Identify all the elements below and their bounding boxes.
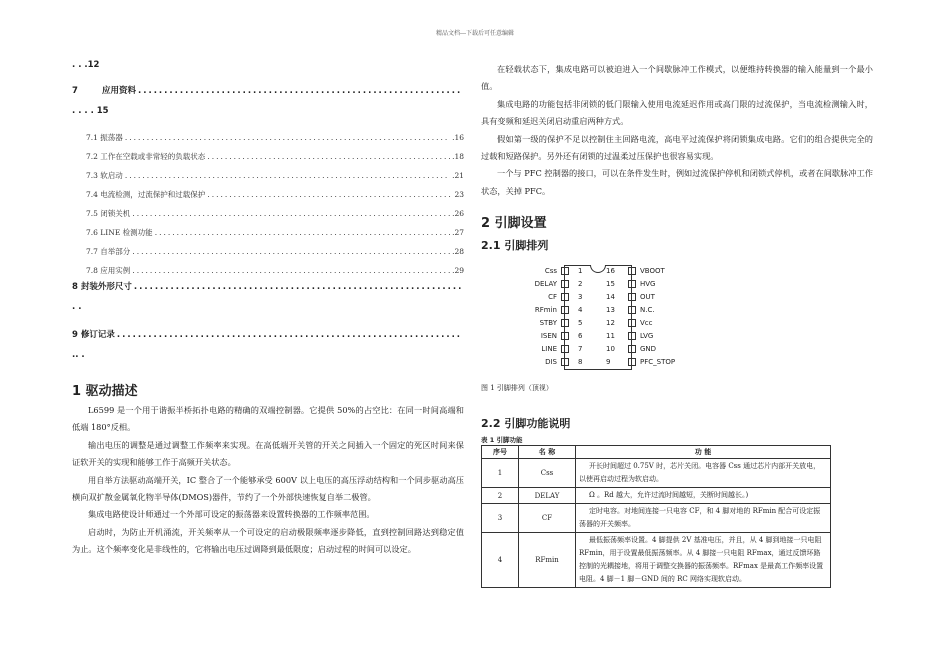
toc-sub-item[interactable] bbox=[72, 227, 464, 246]
toc-sub-page: .18 bbox=[452, 152, 464, 161]
pin-pad bbox=[628, 358, 636, 366]
pin-number: 13 bbox=[606, 306, 615, 315]
pin-name: HVG bbox=[640, 280, 656, 289]
pin-number: 5 bbox=[578, 319, 583, 328]
paragraph: 输出电压的调整是通过调整工作频率来实现。在高低端开关管的开关之间插入一个固定的死区时间来保证软开关的实现和能够工作于高频开关状态。 bbox=[72, 439, 464, 468]
toc-sub-label: 7.3 软启动 bbox=[86, 171, 123, 180]
toc-sub-page: 23 bbox=[454, 190, 464, 199]
pin-left bbox=[505, 304, 583, 316]
table-caption: 表 1 引脚功能 bbox=[481, 436, 523, 445]
pin-no-cell: 4 bbox=[482, 533, 519, 588]
pin-left bbox=[505, 265, 583, 277]
pin-number: 8 bbox=[578, 358, 583, 367]
toc-entry-page: .. . bbox=[72, 350, 85, 360]
page-header: 精品文档---下载后可任意编辑 bbox=[435, 30, 515, 37]
pin-left bbox=[505, 343, 583, 355]
toc-sub-page: .21 bbox=[452, 171, 464, 180]
pin-pad bbox=[561, 319, 569, 327]
paragraph: 集成电路的功能包括非闭锁的低门限输入使用电流延迟作用或高门限的过流保护，当电流检测输入时，具有变频和延迟关闭启动重启两种方式。 bbox=[481, 98, 873, 127]
toc-leader-dots bbox=[117, 330, 462, 340]
section-title: 1 驱动描述 bbox=[72, 384, 138, 399]
pin-function-table bbox=[481, 445, 831, 588]
pin-name: LINE bbox=[541, 345, 557, 354]
toc-sub-item[interactable] bbox=[72, 189, 464, 208]
pin-right bbox=[606, 278, 706, 290]
toc-entry-9[interactable] bbox=[72, 328, 464, 340]
pin-name: PFC_STOP bbox=[640, 358, 676, 367]
pin-name-cell: Css bbox=[519, 459, 576, 488]
pin-desc-cell: 最低振荡频率设置。4 脚提供 2V 基准电压，并且，从 4 脚到地接一只电阻 RFmin，用于设置最低振荡频率。从 4 脚接一只电阻 RFmax，通过反馈环路控制的光耦接地，将用于调整交换器的振荡频率。RFmax 是最高工作频率设置电阻。4 脚－1 脚－GND 间的 RC 网络实现软启动。 bbox=[576, 533, 831, 588]
pin-name: ISEN bbox=[540, 332, 557, 341]
toc-entry-number: 7 bbox=[72, 86, 78, 96]
pin-pad bbox=[628, 345, 636, 353]
toc-leader-dots bbox=[125, 133, 450, 142]
pin-no-cell: 1 bbox=[482, 459, 519, 488]
table-header-row bbox=[482, 446, 831, 459]
toc-entry-number: 8 bbox=[72, 282, 78, 292]
paragraph: 在轻载状态下，集成电路可以被迫进入一个间歇脉冲工作模式，以便维持转换器的输入能量到一个最小值。 bbox=[481, 64, 873, 92]
pin-number: 7 bbox=[578, 345, 583, 354]
pin-pad bbox=[561, 306, 569, 314]
pin-number: 4 bbox=[578, 306, 583, 315]
pin-right bbox=[606, 317, 706, 329]
toc-sub-label: 7.7 自举部分 bbox=[86, 247, 131, 256]
right-column bbox=[481, 61, 873, 588]
toc-sub-label: 7.8 应用实例 bbox=[86, 266, 131, 275]
toc-sub-label: 7.6 LINE 检测功能 bbox=[86, 228, 153, 237]
toc-leader-dots bbox=[207, 152, 450, 161]
toc-entry-page: . . bbox=[72, 302, 82, 312]
toc-entry-page: . . . . 15 bbox=[72, 106, 109, 116]
toc-sub-label: 7.1 振荡器 bbox=[86, 133, 123, 142]
pin-right bbox=[606, 291, 706, 303]
pin-name: LVG bbox=[640, 332, 654, 341]
pin-name: CF bbox=[548, 293, 557, 302]
toc-entry-7[interactable] bbox=[72, 84, 464, 96]
section-title: 2 引脚设置 bbox=[481, 216, 547, 232]
paragraph: 启动时，为防止开机涌流，开关频率从一个可设定的启动极限频率逐步降低，直到控制回路达到稳定值为止。这个频率变化是非线性的，它将输出电压过调降到最低限度；启动过程的时间可以设定。 bbox=[72, 526, 464, 555]
pin-name: DELAY bbox=[534, 280, 557, 289]
pin-desc-cell: 定时电容。对地间连接一只电容 CF，和 4 脚对地的 RFmin 配合可设定振荡器的开关频率。 bbox=[576, 504, 831, 533]
pin-left bbox=[505, 330, 583, 342]
pin-pad bbox=[561, 267, 569, 275]
pin-pad bbox=[561, 280, 569, 288]
toc-sub-page: .28 bbox=[452, 247, 464, 256]
pin-pad bbox=[628, 319, 636, 327]
pin-left bbox=[505, 278, 583, 290]
toc-sub-list bbox=[72, 132, 464, 284]
pin-name: DIS bbox=[545, 358, 557, 367]
toc-leader-dots bbox=[207, 190, 452, 199]
pin-name-cell: CF bbox=[519, 504, 576, 533]
pin-left bbox=[505, 291, 583, 303]
pin-right bbox=[606, 356, 706, 368]
subsection-title: 2.2 引脚功能说明 bbox=[481, 417, 571, 431]
pin-number: 14 bbox=[606, 293, 615, 302]
column-header: 序号 bbox=[482, 446, 519, 459]
pin-pad bbox=[628, 306, 636, 314]
pin-pad bbox=[628, 267, 636, 275]
pin-desc-cell: 开长时间超过 0.75V 时，芯片关闭。电容器 Css 通过芯片内部开关放电，以使再启动过程为软启动。 bbox=[576, 459, 831, 488]
toc-entry-8[interactable] bbox=[72, 280, 464, 292]
toc-sub-item[interactable] bbox=[72, 246, 464, 265]
package-notch bbox=[590, 265, 606, 273]
toc-sub-page: .27 bbox=[452, 228, 464, 237]
subsection-title: 2.1 引脚排列 bbox=[481, 239, 549, 253]
column-header: 功 能 bbox=[576, 446, 831, 459]
toc-entry-label: 应用资料 bbox=[102, 86, 137, 96]
pin-no-cell: 3 bbox=[482, 504, 519, 533]
paragraph: 用自举方法驱动高端开关，IC 整合了一个能够承受 600V 以上电压的高压浮动结构和一个同步驱动高压横向双扩散金属氧化物半导体(DMOS)器件，节约了一个外部快速恢复自举二极管。 bbox=[72, 474, 464, 503]
pin-name: RFmin bbox=[534, 306, 557, 315]
pin-pad bbox=[561, 332, 569, 340]
toc-sub-page: .16 bbox=[452, 133, 464, 142]
pin-name: Css bbox=[544, 267, 557, 276]
toc-sub-page: .29 bbox=[452, 266, 464, 275]
pin-left bbox=[505, 317, 583, 329]
toc-entry-label: 封装外形尺寸 bbox=[80, 282, 132, 292]
pin-desc-cell: Ω 。Rd 越大，允许过流时间越短，关断时间越长。) bbox=[576, 488, 831, 504]
section-body bbox=[72, 402, 464, 559]
pin-number: 15 bbox=[606, 280, 615, 289]
pin-number: 3 bbox=[578, 293, 583, 302]
pin-name-cell: DELAY bbox=[519, 488, 576, 504]
toc-continuation: . . .12 bbox=[72, 60, 100, 70]
toc-sub-item[interactable] bbox=[72, 132, 464, 151]
toc-leader-dots bbox=[155, 228, 450, 237]
paragraph: 集成电路使设计师通过一个外部可设定的振荡器来设置转换器的工作频率范围。 bbox=[88, 509, 375, 520]
toc-entry-number: 9 bbox=[72, 330, 78, 340]
pin-pad bbox=[561, 345, 569, 353]
toc-leader-dots bbox=[134, 282, 462, 292]
toc-leader-dots bbox=[132, 266, 450, 275]
pin-name: STBY bbox=[539, 319, 557, 328]
pin-pad bbox=[561, 293, 569, 301]
pin-pad bbox=[628, 332, 636, 340]
toc-sub-item[interactable] bbox=[72, 170, 464, 189]
toc-sub-label: 7.5 闭锁关机 bbox=[86, 209, 131, 218]
toc-sub-item[interactable] bbox=[72, 208, 464, 227]
pin-name-cell: RFmin bbox=[519, 533, 576, 588]
pin-number: 16 bbox=[606, 267, 615, 276]
pin-number: 1 bbox=[578, 267, 583, 276]
paragraph: 假如第一级的保护不足以控制住主回路电流，高电平过流保护将闭锁集成电路。它们的组合提供完全的过载和短路保护。另外还有闭锁的过温柔过压保护也很容易实现。 bbox=[481, 133, 873, 162]
pin-number: 6 bbox=[578, 332, 583, 341]
table-row bbox=[482, 533, 831, 588]
table-row bbox=[482, 504, 831, 533]
paragraph: L6599 是一个用于谐振半桥拓扑电路的精确的双端控制器。它提供 50%的占空比：在同一时间高端和低端 180°反相。 bbox=[72, 405, 464, 433]
column-header: 名 称 bbox=[519, 446, 576, 459]
left-column bbox=[72, 60, 464, 559]
table-row bbox=[482, 488, 831, 504]
pin-no-cell: 2 bbox=[482, 488, 519, 504]
toc-leader-dots bbox=[138, 86, 462, 96]
table-row bbox=[482, 459, 831, 488]
paragraph: 一个与 PFC 控制器的接口，可以在条件发生时，例如过流保护停机和闭锁式停机，或者在间歇脉冲工作状态，关掉 PFC。 bbox=[481, 168, 873, 196]
pin-name: VBOOT bbox=[640, 267, 665, 276]
toc-leader-dots bbox=[125, 171, 450, 180]
toc-sub-label: 7.4 电流检测，过流保护和过载保护 bbox=[86, 190, 206, 199]
toc-sub-label: 7.2 工作在空载或非常轻的负载状态 bbox=[86, 152, 206, 161]
pin-left bbox=[505, 356, 583, 368]
pin-pad bbox=[561, 358, 569, 366]
pinout-diagram bbox=[505, 265, 705, 373]
toc-sub-page: .26 bbox=[452, 209, 464, 218]
pin-pad bbox=[628, 293, 636, 301]
pin-number: 10 bbox=[606, 345, 615, 354]
pin-right bbox=[606, 343, 706, 355]
pin-right bbox=[606, 304, 706, 316]
toc-sub-item[interactable] bbox=[72, 151, 464, 170]
pin-name: N.C. bbox=[640, 306, 655, 315]
pin-name: Vcc bbox=[640, 319, 653, 328]
pin-pad bbox=[628, 280, 636, 288]
pin-number: 11 bbox=[606, 332, 615, 341]
pin-number: 2 bbox=[578, 280, 583, 289]
toc-leader-dots bbox=[132, 209, 450, 218]
figure-caption: 图 1 引脚排列（顶视） bbox=[481, 384, 553, 393]
pin-number: 9 bbox=[606, 358, 611, 367]
pin-right bbox=[606, 265, 706, 277]
pin-name: GND bbox=[640, 345, 657, 354]
toc-entry-label: 修订记录 bbox=[80, 330, 115, 340]
toc-leader-dots bbox=[132, 247, 450, 256]
pin-name: OUT bbox=[640, 293, 655, 302]
pin-number: 12 bbox=[606, 319, 615, 328]
pin-right bbox=[606, 330, 706, 342]
